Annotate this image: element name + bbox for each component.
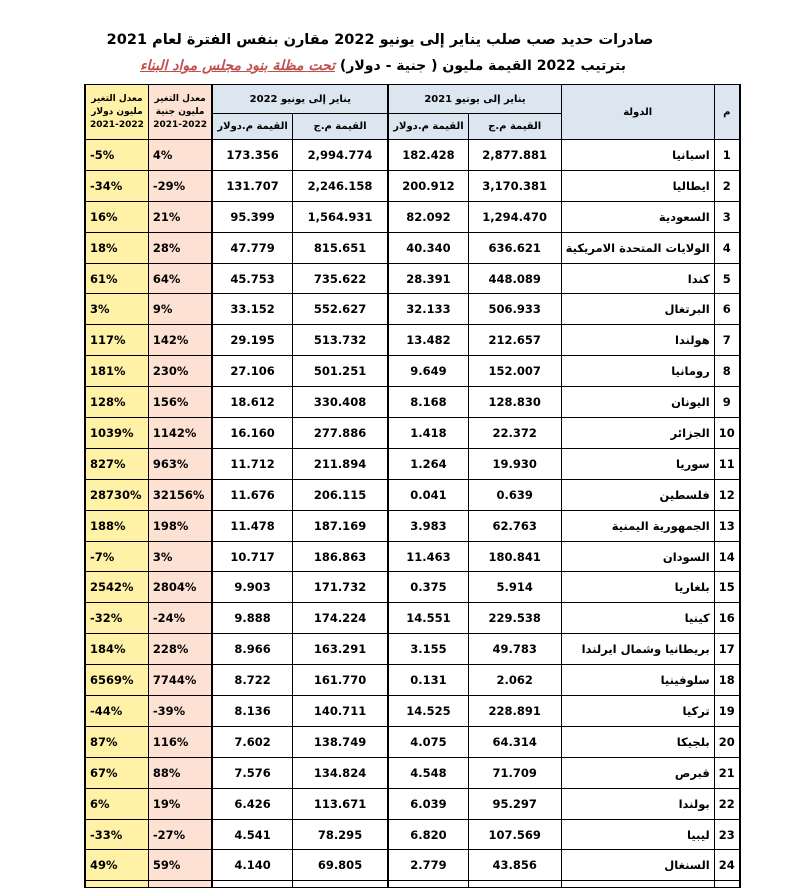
country-name: بلجيكا: [561, 726, 714, 757]
value-usd-2021: 1.418: [388, 418, 468, 449]
change-usd: 67%: [85, 757, 148, 788]
change-egp: -39%: [148, 696, 212, 727]
subtitle-currency-note: بترتيب 2022 القيمة مليون ( جنية - دولار): [339, 58, 627, 74]
value-egp-2021: 152.007: [468, 356, 561, 387]
change-egp: 142%: [148, 325, 212, 356]
value-usd-2022: 131.707: [212, 170, 292, 201]
value-usd-2022: 45.753: [212, 263, 292, 294]
change-usd: -32%: [85, 603, 148, 634]
row-number: 14: [714, 541, 740, 572]
change-egp: 32156%: [148, 479, 212, 510]
table-row: [85, 263, 740, 294]
value-usd-2021: 6.039: [388, 788, 468, 819]
value-egp-2022: 211.894: [292, 448, 388, 479]
empty-cell: [561, 881, 714, 888]
value-usd-2021: 3.155: [388, 634, 468, 665]
change-egp: 64%: [148, 263, 212, 294]
table-row: [85, 788, 740, 819]
country-name: كينيا: [561, 603, 714, 634]
value-usd-2021: 3.983: [388, 510, 468, 541]
exports-table: [84, 84, 741, 888]
table-row: [85, 479, 740, 510]
change-usd: 18%: [85, 232, 148, 263]
change-usd: 181%: [85, 356, 148, 387]
country-name: البرتغال: [561, 294, 714, 325]
table-row: [85, 634, 740, 665]
value-egp-2021: 448.089: [468, 263, 561, 294]
value-egp-2022: 1,564.931: [292, 201, 388, 232]
change-usd: 1039%: [85, 418, 148, 449]
empty-cell: [148, 881, 212, 888]
change-usd: 6%: [85, 788, 148, 819]
empty-cell: [714, 881, 740, 888]
report-subtitle: [0, 58, 760, 74]
col-header-no: م: [714, 85, 740, 140]
value-egp-2021: 1,294.470: [468, 201, 561, 232]
change-usd: 61%: [85, 263, 148, 294]
table-row: [85, 294, 740, 325]
value-egp-2022: 163.291: [292, 634, 388, 665]
table-row: [85, 418, 740, 449]
change-egp: 59%: [148, 850, 212, 881]
change-usd: 128%: [85, 387, 148, 418]
value-egp-2021: 212.657: [468, 325, 561, 356]
table-row: [85, 572, 740, 603]
row-number: 21: [714, 757, 740, 788]
value-egp-2021: 229.538: [468, 603, 561, 634]
value-usd-2021: 32.133: [388, 294, 468, 325]
change-egp: 9%: [148, 294, 212, 325]
value-egp-2022: 206.115: [292, 479, 388, 510]
change-usd: 6569%: [85, 665, 148, 696]
change-egp: 21%: [148, 201, 212, 232]
value-usd-2022: 47.779: [212, 232, 292, 263]
value-usd-2022: 173.356: [212, 140, 292, 171]
row-number: 16: [714, 603, 740, 634]
table-row: [85, 757, 740, 788]
country-name: اليونان: [561, 387, 714, 418]
change-egp: -27%: [148, 819, 212, 850]
change-usd: 16%: [85, 201, 148, 232]
value-egp-2021: 62.763: [468, 510, 561, 541]
change-usd: -34%: [85, 170, 148, 201]
table-row: [85, 850, 740, 881]
table-row: [85, 448, 740, 479]
table-row: [85, 603, 740, 634]
value-usd-2021: 14.525: [388, 696, 468, 727]
value-usd-2021: 2.779: [388, 850, 468, 881]
empty-cell: [388, 881, 468, 888]
change-usd: 184%: [85, 634, 148, 665]
value-usd-2021: 4.075: [388, 726, 468, 757]
change-egp: 963%: [148, 448, 212, 479]
table-row: [85, 541, 740, 572]
value-usd-2021: 82.092: [388, 201, 468, 232]
value-egp-2022: 69.805: [292, 850, 388, 881]
value-egp-2021: 43.856: [468, 850, 561, 881]
change-egp: 28%: [148, 232, 212, 263]
value-usd-2022: 11.478: [212, 510, 292, 541]
country-name: رومانيا: [561, 356, 714, 387]
country-name: فلسطين: [561, 479, 714, 510]
value-usd-2021: 1.264: [388, 448, 468, 479]
table-row: [85, 696, 740, 727]
value-egp-2022: 161.770: [292, 665, 388, 696]
row-number: 4: [714, 232, 740, 263]
table-row: [85, 387, 740, 418]
value-usd-2022: 95.399: [212, 201, 292, 232]
value-usd-2022: 29.195: [212, 325, 292, 356]
change-usd: 188%: [85, 510, 148, 541]
country-name: الولايات المتحدة الامريكية: [561, 232, 714, 263]
value-usd-2021: 0.375: [388, 572, 468, 603]
table-row: [85, 819, 740, 850]
change-egp: 1142%: [148, 418, 212, 449]
row-number: 11: [714, 448, 740, 479]
table-body: [85, 140, 740, 888]
country-name: بولندا: [561, 788, 714, 819]
country-name: سوريا: [561, 448, 714, 479]
value-egp-2022: 171.732: [292, 572, 388, 603]
value-usd-2021: 200.912: [388, 170, 468, 201]
country-name: السودان: [561, 541, 714, 572]
change-usd: 87%: [85, 726, 148, 757]
row-number: 10: [714, 418, 740, 449]
change-usd: 2542%: [85, 572, 148, 603]
row-number: 24: [714, 850, 740, 881]
change-egp: 3%: [148, 541, 212, 572]
value-usd-2022: 10.717: [212, 541, 292, 572]
value-usd-2021: 4.548: [388, 757, 468, 788]
country-name: قبرص: [561, 757, 714, 788]
country-name: اسبانيا: [561, 140, 714, 171]
value-usd-2022: 27.106: [212, 356, 292, 387]
value-usd-2021: 8.168: [388, 387, 468, 418]
col-header-egp-2022: القيمة م.ج: [292, 114, 388, 140]
country-name: الجمهورية اليمنية: [561, 510, 714, 541]
value-usd-2022: 8.136: [212, 696, 292, 727]
row-number: 22: [714, 788, 740, 819]
row-number: 5: [714, 263, 740, 294]
value-usd-2022: 7.576: [212, 757, 292, 788]
value-egp-2022: 138.749: [292, 726, 388, 757]
col-header-change-egp: معدل التغير مليون جنية 2022-2021: [148, 85, 212, 140]
value-usd-2021: 6.820: [388, 819, 468, 850]
change-egp: -24%: [148, 603, 212, 634]
empty-cell: [212, 881, 292, 888]
change-egp: 2804%: [148, 572, 212, 603]
value-egp-2021: 22.372: [468, 418, 561, 449]
row-number: 1: [714, 140, 740, 171]
value-egp-2022: 187.169: [292, 510, 388, 541]
value-egp-2021: 0.639: [468, 479, 561, 510]
value-usd-2021: 11.463: [388, 541, 468, 572]
value-usd-2021: 9.649: [388, 356, 468, 387]
country-name: السعودية: [561, 201, 714, 232]
value-egp-2022: 78.295: [292, 819, 388, 850]
value-egp-2021: 64.314: [468, 726, 561, 757]
table-row: [85, 170, 740, 201]
value-usd-2021: 28.391: [388, 263, 468, 294]
table-row: [85, 510, 740, 541]
row-number: 8: [714, 356, 740, 387]
country-name: ايطاليا: [561, 170, 714, 201]
value-egp-2021: 19.930: [468, 448, 561, 479]
change-egp: 198%: [148, 510, 212, 541]
row-number: 20: [714, 726, 740, 757]
table-row: [85, 201, 740, 232]
change-egp: 7744%: [148, 665, 212, 696]
value-usd-2022: 7.602: [212, 726, 292, 757]
value-usd-2022: 11.676: [212, 479, 292, 510]
row-number: 9: [714, 387, 740, 418]
col-header-egp-2021: القيمة م.ج: [468, 114, 561, 140]
row-number: 23: [714, 819, 740, 850]
country-name: السنغال: [561, 850, 714, 881]
country-name: الجزائر: [561, 418, 714, 449]
change-egp: -29%: [148, 170, 212, 201]
subtitle-source-note: تحت مظلة بنود مجلس مواد البناء: [139, 58, 336, 74]
country-name: كندا: [561, 263, 714, 294]
row-number: 7: [714, 325, 740, 356]
value-egp-2022: 174.224: [292, 603, 388, 634]
report-title: صادرات حديد صب صلب يناير إلى يونيو 2022 مقارن بنفس الفترة لعام 2021: [106, 32, 654, 48]
col-header-usd-2022: القيمة م.دولار: [212, 114, 292, 140]
change-egp: 116%: [148, 726, 212, 757]
row-number: 13: [714, 510, 740, 541]
value-egp-2022: 2,246.158: [292, 170, 388, 201]
row-number: 15: [714, 572, 740, 603]
change-egp: 156%: [148, 387, 212, 418]
value-egp-2021: 95.297: [468, 788, 561, 819]
row-number: 6: [714, 294, 740, 325]
col-header-usd-2021: القيمة م.دولار: [388, 114, 468, 140]
value-egp-2021: 2.062: [468, 665, 561, 696]
value-usd-2021: 14.551: [388, 603, 468, 634]
col-header-change-usd: معدل التغير مليون دولار 2022-2021: [85, 85, 148, 140]
change-usd: -33%: [85, 819, 148, 850]
change-usd: -7%: [85, 541, 148, 572]
country-name: تركيا: [561, 696, 714, 727]
value-egp-2021: 636.621: [468, 232, 561, 263]
empty-cell: [292, 881, 388, 888]
value-usd-2022: 16.160: [212, 418, 292, 449]
value-egp-2022: 2,994.774: [292, 140, 388, 171]
row-number: 12: [714, 479, 740, 510]
value-usd-2022: 8.966: [212, 634, 292, 665]
country-name: ليبيا: [561, 819, 714, 850]
value-egp-2021: 49.783: [468, 634, 561, 665]
table-row: [85, 140, 740, 171]
col-header-period-2021: يناير إلى يونيو 2021: [388, 85, 561, 114]
header-row-top: [85, 85, 740, 114]
value-usd-2022: 4.140: [212, 850, 292, 881]
change-usd: -44%: [85, 696, 148, 727]
col-header-period-2022: يناير إلى يونيو 2022: [212, 85, 388, 114]
value-usd-2022: 6.426: [212, 788, 292, 819]
table-row-partial: [85, 881, 740, 888]
value-usd-2021: 182.428: [388, 140, 468, 171]
value-egp-2022: 186.863: [292, 541, 388, 572]
value-usd-2022: 11.712: [212, 448, 292, 479]
value-egp-2022: 513.732: [292, 325, 388, 356]
value-egp-2022: 735.622: [292, 263, 388, 294]
table-row: [85, 726, 740, 757]
value-egp-2021: 2,877.881: [468, 140, 561, 171]
table-row: [85, 665, 740, 696]
value-usd-2022: 9.903: [212, 572, 292, 603]
country-name: هولندا: [561, 325, 714, 356]
row-number: 2: [714, 170, 740, 201]
value-egp-2022: 552.627: [292, 294, 388, 325]
value-egp-2022: 134.824: [292, 757, 388, 788]
change-egp: 19%: [148, 788, 212, 819]
value-egp-2022: 330.408: [292, 387, 388, 418]
row-number: 18: [714, 665, 740, 696]
col-header-country: الدولة: [561, 85, 714, 140]
change-usd: 827%: [85, 448, 148, 479]
value-egp-2021: 506.933: [468, 294, 561, 325]
value-usd-2021: 0.041: [388, 479, 468, 510]
change-egp: 230%: [148, 356, 212, 387]
value-egp-2022: 140.711: [292, 696, 388, 727]
value-egp-2021: 3,170.381: [468, 170, 561, 201]
value-usd-2022: 8.722: [212, 665, 292, 696]
change-usd: 117%: [85, 325, 148, 356]
change-egp: 4%: [148, 140, 212, 171]
value-egp-2021: 5.914: [468, 572, 561, 603]
country-name: سلوفينيا: [561, 665, 714, 696]
change-usd: 49%: [85, 850, 148, 881]
row-number: 3: [714, 201, 740, 232]
empty-cell: [468, 881, 561, 888]
table-row: [85, 232, 740, 263]
value-egp-2022: 277.886: [292, 418, 388, 449]
change-usd: 28730%: [85, 479, 148, 510]
value-egp-2021: 128.830: [468, 387, 561, 418]
change-usd: 3%: [85, 294, 148, 325]
row-number: 17: [714, 634, 740, 665]
value-egp-2021: 228.891: [468, 696, 561, 727]
value-usd-2022: 33.152: [212, 294, 292, 325]
value-egp-2021: 107.569: [468, 819, 561, 850]
change-egp: 228%: [148, 634, 212, 665]
country-name: بلغاريا: [561, 572, 714, 603]
value-egp-2021: 71.709: [468, 757, 561, 788]
value-egp-2021: 180.841: [468, 541, 561, 572]
value-usd-2021: 13.482: [388, 325, 468, 356]
value-egp-2022: 815.651: [292, 232, 388, 263]
row-number: 19: [714, 696, 740, 727]
value-usd-2022: 4.541: [212, 819, 292, 850]
table-row: [85, 356, 740, 387]
empty-cell: [85, 881, 148, 888]
value-usd-2022: 18.612: [212, 387, 292, 418]
value-usd-2021: 0.131: [388, 665, 468, 696]
country-name: بريطانيا وشمال ايرلندا: [561, 634, 714, 665]
change-usd: -5%: [85, 140, 148, 171]
value-usd-2022: 9.888: [212, 603, 292, 634]
value-egp-2022: 113.671: [292, 788, 388, 819]
value-egp-2022: 501.251: [292, 356, 388, 387]
value-usd-2021: 40.340: [388, 232, 468, 263]
table-row: [85, 325, 740, 356]
change-egp: 88%: [148, 757, 212, 788]
